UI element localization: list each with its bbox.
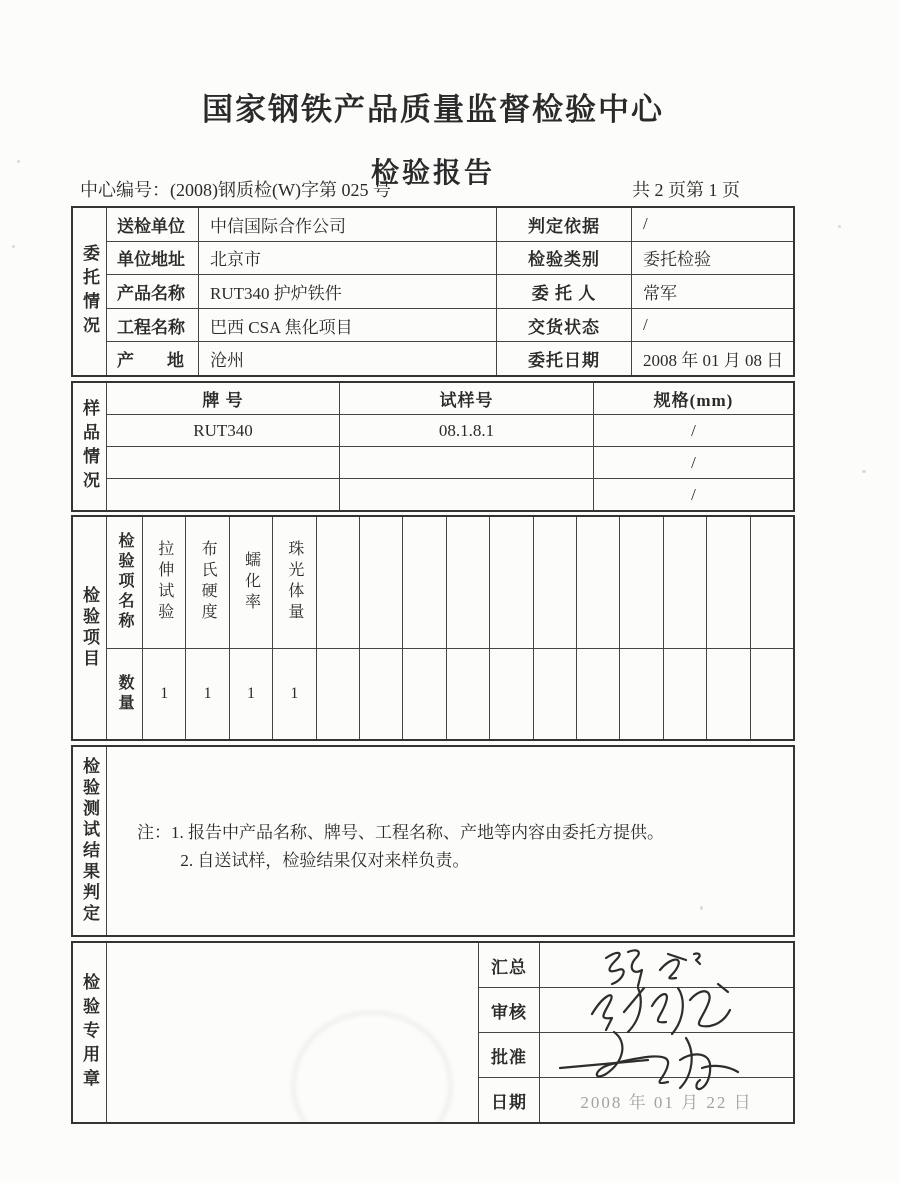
test-item-column-empty <box>664 517 707 648</box>
test-item-column-empty <box>707 517 750 648</box>
table-row <box>107 447 793 479</box>
sample-grade <box>107 447 340 478</box>
sample-number: 08.1.8.1 <box>340 415 594 446</box>
sample-number <box>340 447 594 478</box>
sample-section-label: 样品情况 <box>73 383 107 510</box>
signoff-label: 批准 <box>479 1033 540 1077</box>
test-items-section-label: 检验项目 <box>73 517 107 739</box>
report-header <box>71 84 795 191</box>
test-item-column-empty <box>490 517 533 648</box>
sample-spec: / <box>691 452 696 472</box>
test-item-column-empty <box>403 517 446 648</box>
field-value: / <box>643 214 648 234</box>
test-item-qty-empty <box>403 649 446 740</box>
signoff-table <box>479 943 793 1122</box>
table-row <box>479 988 793 1033</box>
field-label: 单位地址 <box>107 242 199 275</box>
qty-header: 数量 <box>107 649 143 740</box>
test-item-qty: 1 <box>230 649 273 740</box>
section-test-items <box>71 515 795 741</box>
page-subtitle: 检验报告 <box>370 158 495 189</box>
test-item-name: 拉伸试验 <box>143 517 186 648</box>
section-seal <box>71 941 795 1124</box>
seal-area <box>107 943 479 1122</box>
sample-grade: RUT340 <box>107 415 340 446</box>
field-value: 常军 <box>643 283 677 303</box>
test-item-qty-empty <box>707 649 750 740</box>
signoff-label: 审核 <box>479 988 540 1032</box>
table-header-row <box>107 383 793 415</box>
page-count: 共 2 页第 1 页 <box>632 180 740 200</box>
page-title: 国家钢铁产品质量监督检验中心 <box>202 92 664 127</box>
test-item-qty-empty <box>577 649 620 740</box>
signoff-label: 汇总 <box>479 943 540 987</box>
note-line-2: 2. 自送试样，检验结果仅对来样负责。 <box>180 851 470 870</box>
test-item-column-empty <box>534 517 577 648</box>
test-item-qty-empty <box>664 649 707 740</box>
field-value: 委托检验 <box>643 250 711 270</box>
column-header: 牌 号 <box>107 383 340 414</box>
seal-section-label: 检验专用章 <box>73 943 107 1122</box>
test-item-qty: 1 <box>186 649 229 740</box>
signoff-signature-cell <box>540 943 793 987</box>
signoff-date: 2008 年 01 月 22 日 <box>580 1092 753 1112</box>
test-item-qty-empty <box>317 649 360 740</box>
section-consignment-info <box>71 206 795 377</box>
test-item-qty-empty <box>447 649 490 740</box>
table-row <box>107 242 793 276</box>
field-label: 判定依据 <box>497 208 632 241</box>
section-result-notes <box>71 745 795 937</box>
signoff-label: 日期 <box>479 1078 540 1122</box>
column-header: 规格(mm) <box>653 391 734 410</box>
table-row <box>479 943 793 988</box>
table-row <box>479 1078 793 1122</box>
test-item-qty-empty <box>534 649 577 740</box>
sample-spec: / <box>691 484 696 504</box>
sample-number <box>340 479 594 510</box>
test-item-qty-empty <box>490 649 533 740</box>
field-label-char: 产 <box>117 351 134 371</box>
scan-speck <box>838 225 841 228</box>
table-row <box>107 309 793 343</box>
table-row <box>107 415 793 447</box>
consignment-section-label: 委托情况 <box>73 208 107 375</box>
scan-speck <box>862 470 866 473</box>
stamp-ghost <box>292 1011 452 1122</box>
sample-spec: / <box>691 420 696 440</box>
field-value: 巴西 CSA 焦化项目 <box>199 309 497 342</box>
field-value: 沧州 <box>199 342 497 375</box>
center-number: 中心编号：(2008)钢质检(W)字第 025 号 <box>80 180 391 200</box>
test-item-names-row <box>107 517 793 649</box>
table-row <box>107 479 793 510</box>
column-header: 试样号 <box>340 383 594 414</box>
field-label: 交货状态 <box>497 309 632 342</box>
test-item-column-empty <box>360 517 403 648</box>
test-item-qty: 1 <box>143 649 186 740</box>
field-label: 产品名称 <box>107 275 199 308</box>
table-row <box>107 208 793 242</box>
field-label: 委 托 人 <box>497 275 632 308</box>
field-value: 2008 年 01 月 08 日 <box>643 351 784 371</box>
result-section-label: 检验测试结果判定 <box>73 747 107 935</box>
field-label-char: 地 <box>167 351 184 371</box>
test-item-qty-empty <box>360 649 403 740</box>
test-item-name: 珠光体量 <box>273 517 316 648</box>
test-item-qty-empty <box>751 649 793 740</box>
section-sample-info <box>71 381 795 512</box>
item-name-header: 检验项名称 <box>107 517 143 648</box>
scan-speck <box>700 906 703 910</box>
test-item-column-empty <box>317 517 360 648</box>
field-label: 检验类别 <box>497 242 632 275</box>
test-item-name: 蠕化率 <box>230 517 273 648</box>
notes <box>107 747 793 935</box>
test-item-qty-empty <box>620 649 663 740</box>
field-label <box>107 342 199 375</box>
field-value: RUT340 护炉铁件 <box>199 275 497 308</box>
test-item-qty: 1 <box>273 649 316 740</box>
test-item-column-empty <box>751 517 793 648</box>
field-value: 中信国际合作公司 <box>199 208 497 241</box>
signoff-signature-cell <box>540 1033 793 1077</box>
field-value: 北京市 <box>199 242 497 275</box>
test-item-name: 布氏硬度 <box>186 517 229 648</box>
sample-grade <box>107 479 340 510</box>
note-line-1: 注：1. 报告中产品名称、牌号、工程名称、产地等内容由委托方提供。 <box>137 823 664 842</box>
test-item-qty-row <box>107 649 793 740</box>
table-row <box>479 1033 793 1078</box>
field-value: / <box>643 315 648 335</box>
field-label: 委托日期 <box>497 342 632 375</box>
scan-speck <box>17 160 20 163</box>
table-row <box>107 275 793 309</box>
test-item-column-empty <box>447 517 490 648</box>
table-row <box>107 342 793 375</box>
field-label: 工程名称 <box>107 309 199 342</box>
field-label: 送检单位 <box>107 208 199 241</box>
test-item-column-empty <box>620 517 663 648</box>
signoff-signature-cell <box>540 988 793 1032</box>
test-item-column-empty <box>577 517 620 648</box>
scan-speck <box>12 245 15 248</box>
